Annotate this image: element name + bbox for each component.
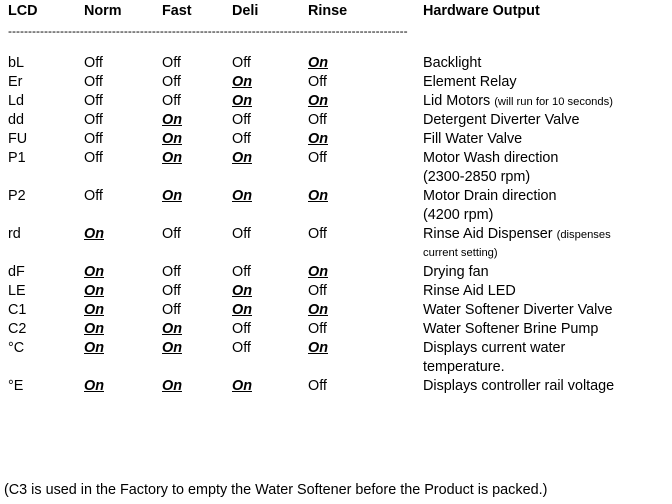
cell-deli: Off [232, 264, 251, 280]
output-label: Displays current water [423, 340, 566, 356]
output-label: Drying fan [423, 264, 489, 280]
table-row [0, 301, 672, 319]
cell-deli: Off [232, 112, 251, 128]
cell-hardware-output [423, 149, 558, 167]
cell-norm: Off [84, 131, 103, 147]
cell-fast: Off [162, 226, 181, 242]
cell-deli: On [232, 378, 252, 394]
cell-fast: On [162, 188, 182, 204]
output-label: Detergent Diverter Valve [423, 112, 580, 128]
output-label: Motor Wash direction [423, 150, 559, 166]
output-note: (will run for 10 seconds) [494, 96, 613, 108]
cell-rinse: Off [308, 378, 327, 394]
table-header [0, 2, 672, 20]
cell-hardware-output [423, 282, 516, 300]
cell-hardware-output [423, 263, 489, 281]
cell-norm: Off [84, 150, 103, 166]
cell-rinse: On [308, 93, 328, 109]
cell-lcd: dF [8, 264, 25, 280]
footnote: (C3 is used in the Factory to empty the Water Softener before the Product is packed.) [4, 482, 548, 498]
cell-fast: Off [162, 264, 181, 280]
cell-fast: Off [162, 93, 181, 109]
table-row [0, 339, 672, 357]
output-label: Motor Drain direction [423, 188, 557, 204]
cell-norm: On [84, 283, 104, 299]
cell-lcd: P1 [8, 150, 26, 166]
cell-lcd: Er [8, 74, 23, 90]
cell-norm: Off [84, 74, 103, 90]
cell-deli: Off [232, 131, 251, 147]
cell-rinse: On [308, 131, 328, 147]
cell-rinse: Off [308, 112, 327, 128]
cell-fast: Off [162, 74, 181, 90]
cell-norm: On [84, 264, 104, 280]
cell-lcd: Ld [8, 93, 25, 109]
cell-fast: On [162, 150, 182, 166]
cell-deli: Off [232, 226, 251, 242]
cell-deli: Off [232, 340, 251, 356]
table-row [0, 320, 672, 338]
cell-lcd: C2 [8, 321, 27, 337]
output-label: Displays controller rail voltage [423, 378, 615, 394]
cell-lcd: FU [8, 131, 28, 147]
cell-norm: On [84, 302, 104, 318]
table-row [0, 73, 672, 91]
table-row [0, 54, 672, 72]
output-continuation: (2300-2850 rpm) [423, 169, 531, 185]
cell-norm: Off [84, 55, 103, 71]
cell-norm: On [84, 378, 104, 394]
cell-fast: On [162, 340, 182, 356]
cell-rinse: On [308, 264, 328, 280]
separator-line: ---------------------------------------------------------------------------------------------------- [8, 24, 408, 38]
cell-deli: Off [232, 321, 251, 337]
cell-rinse: On [308, 302, 328, 318]
cell-norm: On [84, 226, 104, 242]
output-label: Water Softener Brine Pump [423, 321, 599, 337]
cell-fast: Off [162, 283, 181, 299]
cell-hardware-output [423, 187, 557, 205]
cell-lcd: LE [8, 283, 26, 299]
cell-fast: On [162, 131, 182, 147]
cell-hardware-output [423, 339, 565, 357]
cell-lcd: P2 [8, 188, 26, 204]
table-row [0, 282, 672, 300]
cell-norm: On [84, 321, 104, 337]
cell-hardware-output [423, 225, 611, 244]
cell-deli: On [232, 302, 252, 318]
table-row [0, 130, 672, 148]
cell-rinse: On [308, 188, 328, 204]
table-row [0, 377, 672, 395]
output-label: Rinse Aid LED [423, 283, 516, 299]
output-label: Rinse Aid Dispenser [423, 226, 553, 242]
cell-hardware-output [423, 73, 517, 91]
output-continuation: temperature. [423, 359, 505, 375]
output-label: Element Relay [423, 74, 517, 90]
cell-norm: Off [84, 112, 103, 128]
cell-rinse: On [308, 55, 328, 71]
table-row [0, 92, 672, 110]
output-label: Water Softener Diverter Valve [423, 302, 613, 318]
cell-deli: On [232, 93, 252, 109]
output-label: Backlight [423, 55, 482, 71]
cell-deli: On [232, 74, 252, 90]
table-row [0, 263, 672, 281]
header-rinse: Rinse [308, 3, 348, 19]
table-row [0, 111, 672, 129]
output-label: Lid Motors [423, 93, 491, 109]
cell-deli: On [232, 188, 252, 204]
cell-fast: On [162, 321, 182, 337]
cell-hardware-output [423, 111, 580, 129]
cell-deli: On [232, 283, 252, 299]
cell-lcd: bL [8, 55, 25, 71]
cell-fast: Off [162, 55, 181, 71]
cell-lcd: rd [8, 226, 21, 242]
cell-hardware-output [423, 320, 598, 338]
cell-rinse: Off [308, 321, 327, 337]
cell-fast: On [162, 112, 182, 128]
output-label: Fill Water Valve [423, 131, 523, 147]
output-note: (dispenses [556, 229, 611, 241]
cell-fast: On [162, 378, 182, 394]
header-lcd: LCD [8, 3, 38, 19]
cell-hardware-output [423, 130, 522, 148]
output-continuation: current setting) [423, 247, 498, 259]
cell-lcd: °C [8, 340, 25, 356]
cell-rinse: Off [308, 283, 327, 299]
header-deli: Deli [232, 3, 259, 19]
cell-rinse: Off [308, 74, 327, 90]
output-continuation: (4200 rpm) [423, 207, 494, 223]
cell-lcd: °E [8, 378, 24, 394]
cell-rinse: On [308, 340, 328, 356]
cell-rinse: Off [308, 150, 327, 166]
table-row [0, 225, 672, 243]
cell-lcd: C1 [8, 302, 27, 318]
cell-norm: Off [84, 93, 103, 109]
header-fast: Fast [162, 3, 192, 19]
cell-hardware-output [423, 54, 481, 72]
cell-norm: On [84, 340, 104, 356]
header-norm: Norm [84, 3, 122, 19]
cell-deli: Off [232, 55, 251, 71]
cell-lcd: dd [8, 112, 25, 128]
cell-hardware-output [423, 92, 613, 111]
table-row [0, 187, 672, 205]
cell-hardware-output [423, 301, 613, 319]
cell-hardware-output [423, 377, 614, 395]
header-hardware-output: Hardware Output [423, 3, 540, 19]
table-row [0, 149, 672, 167]
cell-rinse: Off [308, 226, 327, 242]
cell-fast: Off [162, 302, 181, 318]
cell-norm: Off [84, 188, 103, 204]
cell-deli: On [232, 150, 252, 166]
